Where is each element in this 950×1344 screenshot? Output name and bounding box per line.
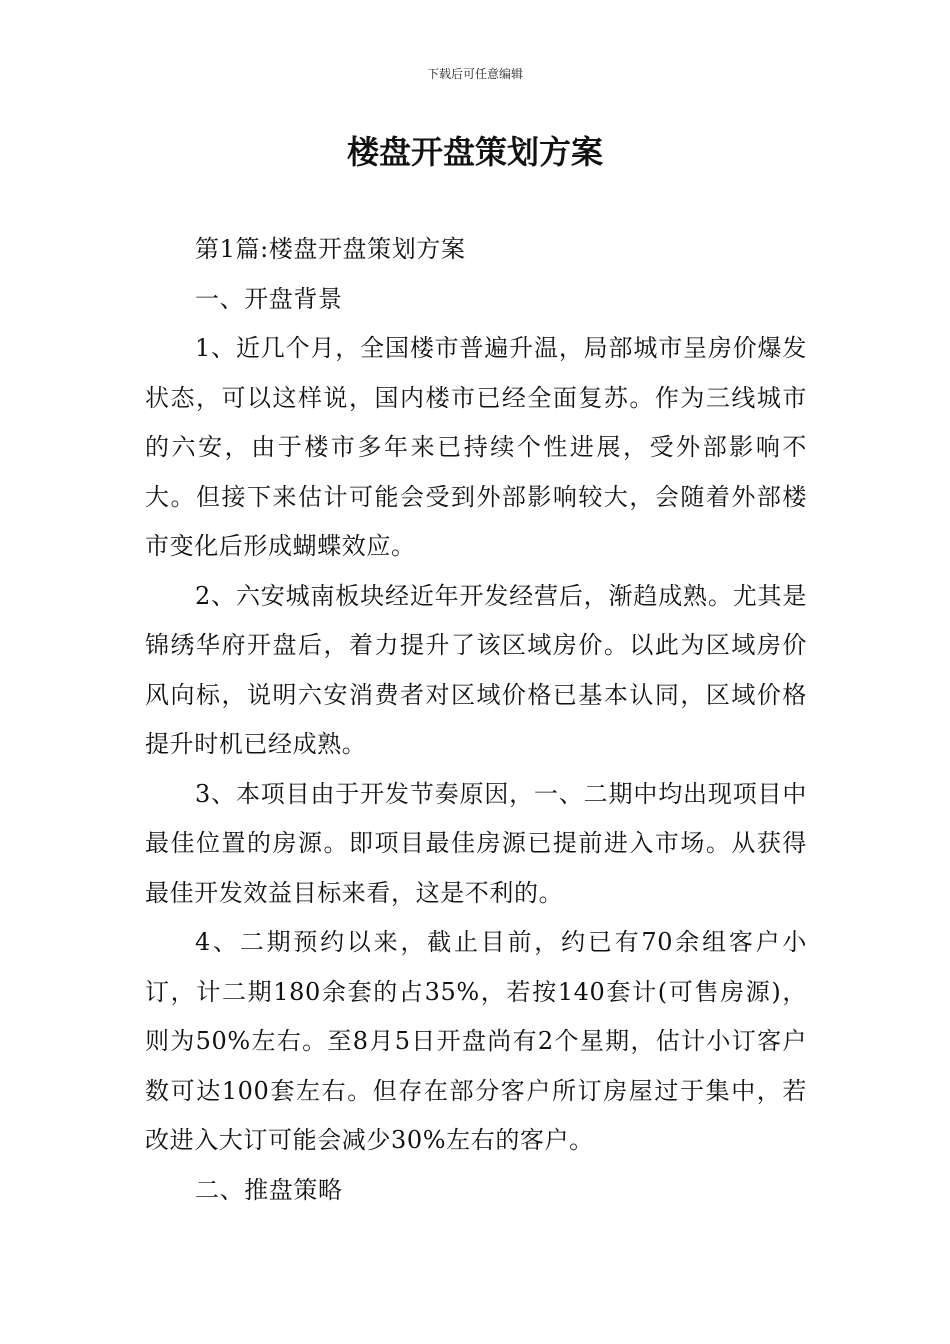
paragraph-item-4: 4、二期预约以来，截止目前，约已有70余组客户小订，计二期180余套的占35%，若按140套计(可售房源)，则为50%左右。至8月5日开盘尚有2个星期，估计小订客户数可达100套左右。但存在部分客户所订房屋过于集中，若改进入大订可能会减少30%左右的客户。: [145, 928, 807, 1154]
paragraph-item-2: 2、六安城南板块经近年开发经营后，渐趋成熟。尤其是锦绣华府开盘后，着力提升了该区域房价。以此为区域房价风向标，说明六安消费者对区域价格已基本认同，区域价格提升时机已经成熟。: [145, 581, 807, 758]
paragraph-item-3: 3、本项目由于开发节奏原因，一、二期中均出现项目中最佳位置的房源。即项目最佳房源已提前进入市场。从获得最佳开发效益目标来看，这是不利的。: [145, 779, 807, 907]
document-title: 楼盘开盘策划方案: [346, 133, 603, 171]
chapter-heading: 第1篇:楼盘开盘策划方案: [195, 235, 466, 263]
section-heading-background: 一、开盘背景: [195, 284, 343, 313]
page-header-note: 下载后可任意编辑: [426, 67, 523, 81]
section-heading-strategy: 二、推盘策略: [195, 1175, 343, 1204]
paragraph-item-1: 1、近几个月，全国楼市普遍升温，局部城市呈房价爆发状态，可以这样说，国内楼市已经全面复苏。作为三线城市的六安，由于楼市多年来已持续个性进展，受外部影响不大。但接下来估计可能会受到外部影响较大，会随着外部楼市变化后形成蝴蝶效应。: [145, 334, 807, 560]
document-body: [145, 225, 807, 1215]
